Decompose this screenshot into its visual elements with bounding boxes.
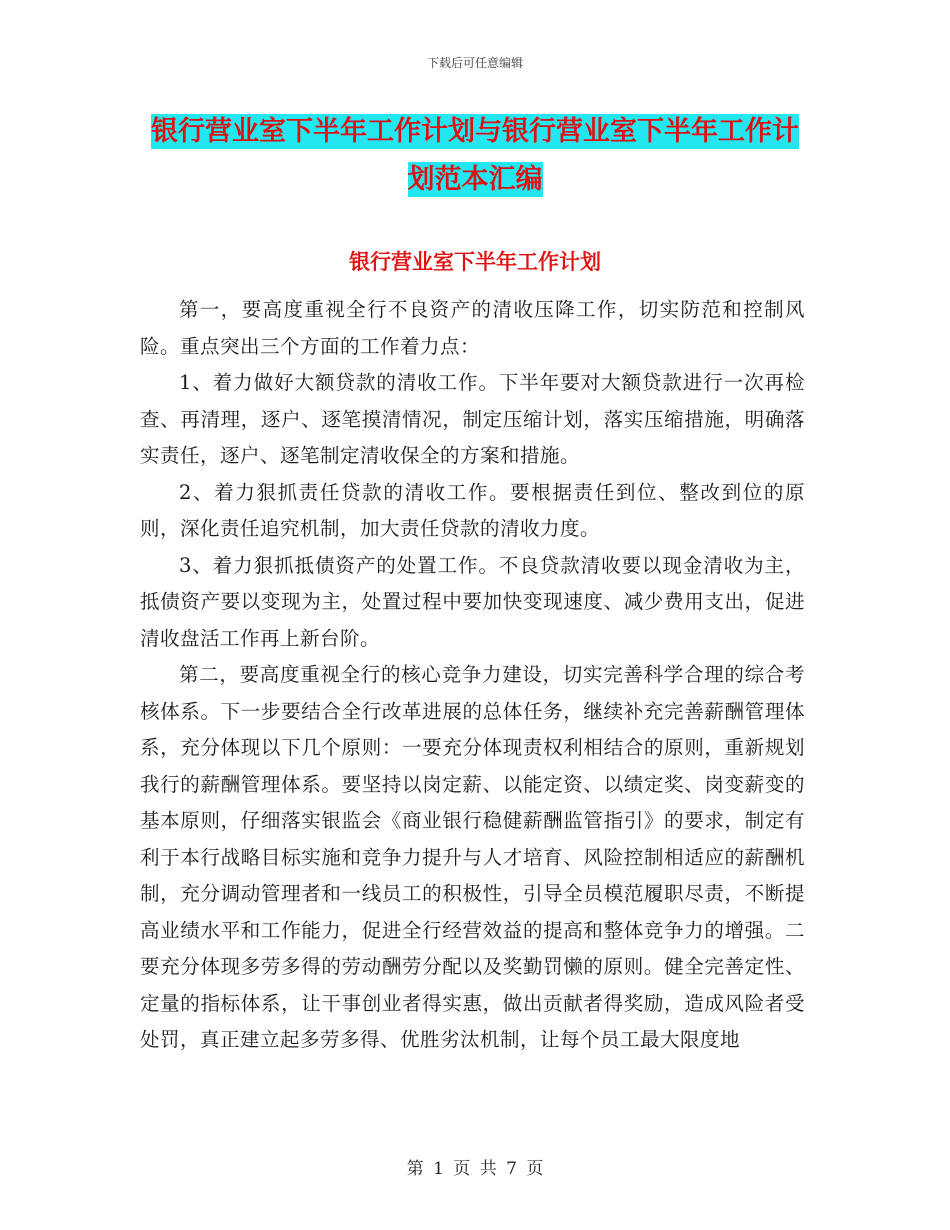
document-title-text: 银行营业室下半年工作计划与银行营业室下半年工作计划范本汇编 bbox=[151, 116, 799, 195]
section-title: 银行营业室下半年工作计划 bbox=[349, 249, 601, 274]
paragraph: 2、着力狠抓责任贷款的清收工作。要根据责任到位、整改到位的原则，深化责任追究机制，加大责任贷款的清收力度。 bbox=[140, 480, 805, 540]
paragraph: 第一，要高度重视全行不良资产的清收压降工作，切实防范和控制风险。重点突出三个方面的工作着力点： bbox=[140, 298, 805, 358]
paragraph: 1、着力做好大额贷款的清收工作。下半年要对大额贷款进行一次再检查、再清理，逐户、逐笔摸清情况，制定压缩计划，落实压缩措施，明确落实责任，逐户、逐笔制定清收保全的方案和措施。 bbox=[140, 371, 805, 467]
paragraph: 第二，要高度重视全行的核心竞争力建设，切实完善科学合理的综合考核体系。下一步要结合全行改革进展的总体任务，继续补充完善薪酬管理体系，充分体现以下几个原则：一要充分体现责权利相结合的原则，重新规划我行的薪酬管理体系。要坚持以岗定薪、以能定资、以绩定奖、岗变薪变的基本原则，仔细落实银监会《商业银行稳健薪酬监管指引》的要求，制定有利于本行战略目标实施和竞争力提升与人才培育、风险控制相适应的薪酬机制，充分调动管理者和一线员工的积极性，引导全员模范履职尽责，不断提高业绩水平和工作能力，促进全行经营效益的提高和整体竞争力的增强。二要充分体现多劳多得的劳动酬劳分配以及奖勤罚懒的原则。健全完善定性、定量的指标体系，让干事创业者得实惠，做出贡献者得奖励，造成风险者受处罚，真正建立起多劳多得、优胜劣汰机制，让每个员工最大限度地 bbox=[140, 663, 805, 1051]
header-note: 下载后可任意编辑 bbox=[426, 56, 523, 70]
paragraph: 3、着力狠抓抵债资产的处置工作。不良贷款清收要以现金清收为主，抵债资产要以变现为主，处置过程中要加快变现速度、减少费用支出，促进清收盘活工作再上新台阶。 bbox=[140, 553, 805, 650]
document-body bbox=[140, 292, 805, 1059]
page-number: 第 1 页 共 7 页 bbox=[406, 1159, 544, 1179]
document-title bbox=[140, 108, 810, 204]
